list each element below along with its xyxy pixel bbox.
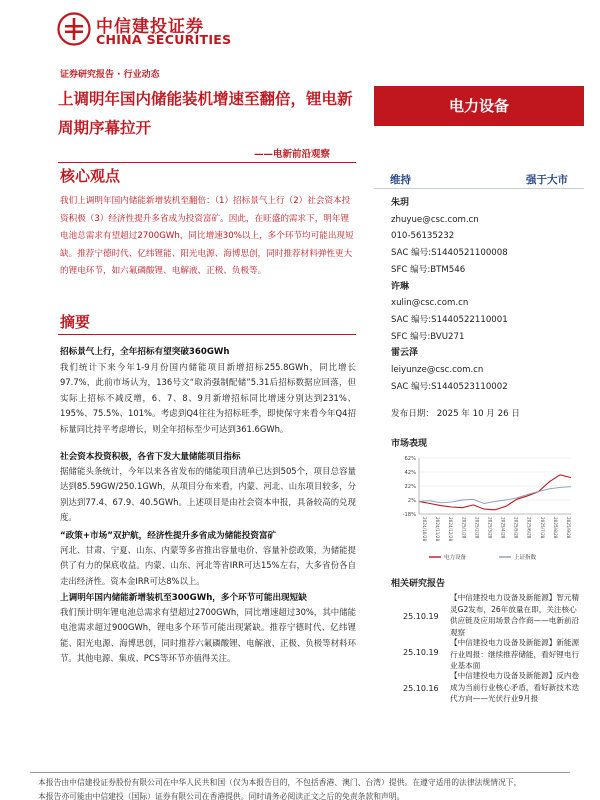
- rating-bar: [374, 171, 584, 189]
- analyst-email: zhuyue@csc.com.cn: [391, 214, 479, 225]
- analyst-name: 雷云泽: [391, 348, 419, 359]
- chart-x-tick: 2025/3/28: [487, 517, 493, 539]
- analyst-email: xulin@csc.com.cn: [391, 298, 469, 309]
- chart-x-tick: 2025/6/28: [526, 517, 532, 539]
- chart-series-line: [419, 487, 571, 504]
- report-type: 证券研究报告 · 行业动态: [60, 70, 160, 80]
- footer-divider: [30, 772, 570, 773]
- core-view-heading: 核心观点: [60, 167, 121, 185]
- chart-y-tick: 42%: [404, 470, 416, 476]
- related-reports-heading: 相关研究报告: [391, 579, 446, 589]
- chart-x-tick: 2025/7/28: [539, 517, 545, 539]
- analyst-sac: SAC 编号:S1440523110002: [391, 381, 508, 392]
- related-report-date: 25.10.19: [403, 612, 439, 621]
- chart-x-tick: 2025/2/28: [474, 517, 480, 539]
- related-report-title[interactable]: 【中信建投电力设备及新能源】新能源行业周报：继续推荐储能，看好锂电行业基本面: [450, 638, 580, 671]
- summary-section-1-heading: 招标景气上行，全年招标有望突破360GWh: [60, 347, 230, 357]
- market-performance-heading: 市场表现: [391, 439, 428, 449]
- disclaimer-footer: [38, 776, 578, 800]
- chart-y-tick: -18%: [402, 512, 416, 518]
- disclaimer-line-2: 本报告亦可能由中信建投（国际）证券有限公司在香港提供。同时请务必阅读正文之后的免责条款和声明。: [38, 792, 405, 800]
- chart-x-tick: 2025/5/28: [513, 517, 519, 539]
- chart-legend-label: 上证指数: [514, 555, 537, 561]
- chart-y-tick: 62%: [404, 456, 416, 462]
- company-name-cn: 中信建投证券: [96, 17, 204, 37]
- chart-y-tick: 22%: [404, 484, 416, 490]
- related-report-date: 25.10.16: [403, 684, 439, 693]
- disclaimer-line-1: 本报告由中信建投证券股份有限公司在中华人民共和国（仅为本报告目的，不包括香港、澳门、台湾）提供。在遵守适用的法律法规情况下，: [38, 778, 522, 787]
- related-report-title[interactable]: 【中信建投电力设备及新能源】智元精灵G2发布，26年放量在即，关注核心供应链及应用场景合作商——电新前沿观察: [450, 593, 580, 637]
- rating-value: 强于大市: [526, 174, 568, 186]
- related-report-date: 25.10.19: [403, 648, 439, 657]
- chart-x-tick: 2024/10/28: [422, 517, 427, 542]
- chart-series-line: [419, 475, 571, 510]
- chart-x-tick: 2025/4/28: [500, 517, 506, 539]
- analyst-sac: SAC 编号:S1440522110001: [391, 314, 508, 325]
- summary-section-4-heading: 上调明年国内储能新增装机至300GWh，多个环节可能出现短缺: [60, 593, 307, 603]
- summary-section-4-text: 我们预计明年锂电池总需求有望超过2700GWh，同比增速超过30%，其中储能电池需求超过900GWh，锂电多个环节可能出现紧缺。推荐宁德时代、亿纬锂能、阳光电源、海博思创，同时推荐六氟磷酸锂、电解液、正极、负极等材料环节。其他电源、集成、PCS等环节亦值得关注。: [60, 607, 356, 664]
- chart-x-tick: 2024/12/28: [448, 517, 454, 542]
- summary-heading: 摘要: [60, 313, 91, 331]
- title-divider: [58, 162, 356, 163]
- analyst-email: leiyunze@csc.com.cn: [391, 365, 484, 376]
- summary-section-3-heading: “政策+市场”双护航，经济性提升多省成为储能投资富矿: [60, 531, 277, 541]
- summary-section-2-text: 据储能头条统计，今年以来各省发布的储能项目清单已达到505个，项目总容量达到85.59GW/250.1GWh，从项目分布来看，内蒙、河北、山东项目较多，分别达到77.4、67.9、40.5GWh。上述项目是由社会资本申报，具备较高的兑现度。: [60, 466, 356, 523]
- related-report-title[interactable]: 【中信建投电力设备及新能源】反内卷成为当前行业核心矛盾，看好新技术迭代方向——光伏行业9月报: [450, 671, 580, 704]
- chart-legend-label: 电力设备: [444, 555, 467, 561]
- summary-divider: [58, 334, 356, 335]
- chart-x-tick: 2025/8/28: [552, 517, 558, 539]
- rating-action: 维持: [390, 174, 411, 186]
- summary-section-3-text: 河北、甘肃、宁夏、山东、内蒙等多省推出容量电价、容量补偿政策，为储能提供了有力的保底收益。内蒙、山东、河北等省IRR可达15%左右，大多省份各自走出经济性。资本金IRR可达8%以上。: [60, 545, 356, 586]
- summary-section-1-text: 我们统计下来今年1-9月份国内储能项目新增招标255.8GWh，同比增长97.7%，此前市场认为，136号文“取消强制配储”5.31后招标数据应回落，但实际上招标不减反增，6、7、8、9月新增招标同比增速分别达到231%、195%、75.5%、101%。考虑到Q4往往为招标旺季，即使保守来看今年Q4招标量同比持平考虑增长，则全年招标至少可达到361.6GWh。: [60, 362, 356, 434]
- chart-x-tick: 2025/9/28: [566, 517, 571, 539]
- analyst-name: 许琳: [391, 281, 410, 292]
- analyst-name: 朱玥: [391, 198, 410, 208]
- industry-label: 电力设备: [374, 86, 584, 126]
- chart-y-tick: 2%: [407, 498, 416, 504]
- analyst-sfc: SFC 编号:BTM546: [391, 264, 466, 275]
- market-performance-chart: [391, 450, 581, 565]
- company-logo-icon: [57, 12, 91, 46]
- summary-section-2-heading: 社会资本投资积极，各省下发大量储能项目指标: [60, 452, 241, 462]
- report-subtitle: ——电新前沿观察: [254, 149, 331, 160]
- report-title: 上调明年国内储能装机增速至翻倍，锂电新周期序幕拉开: [58, 90, 353, 137]
- analyst-phone: 010-56135232: [391, 231, 455, 242]
- company-name-en: CHINA SECURITIES: [96, 32, 232, 47]
- analyst-sac: SAC 编号:S1440521100008: [391, 248, 508, 259]
- chart-x-tick: 2025/1/28: [461, 517, 467, 539]
- analyst-list: [391, 195, 581, 395]
- analyst-sfc: SFC 编号:BVU271: [391, 331, 465, 342]
- publish-date: 发布日期： 2025 年 10 月 26 日: [391, 409, 520, 419]
- core-view-text: 我们上调明年国内储能新增装机至翻倍：（1）招标景气上行（2）社会资本投资积极（3）经济性提升多省成为投资富矿。因此，在旺盛的需求下，明年锂电池总需求有望超过2700GWh，同比增速30%以上，多个环节均可能出现短缺。推荐宁德时代、亿纬锂能、阳光电源、海博思创，同时推荐材料弹性更大的锂电环节，如六氟磷酸锂、电解液、正极、负极等。: [60, 196, 354, 277]
- chart-x-tick: 2024/11/28: [435, 517, 441, 542]
